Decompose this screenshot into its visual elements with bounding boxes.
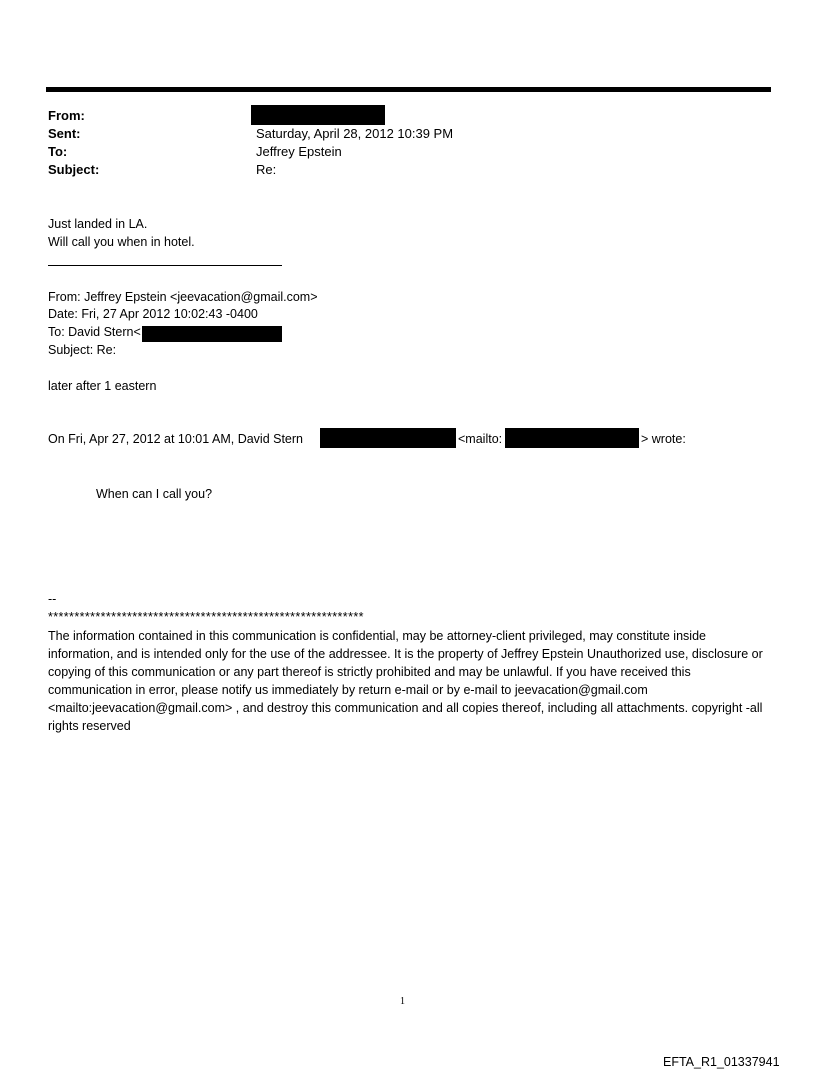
page-number: 1 [400, 996, 405, 1007]
attribution-mailto: <mailto: [458, 432, 503, 446]
confidentiality-disclaimer: The information contained in this communication is confidential, may be attorney-client privileged, may constitute inside information, and is intended only for the use of the addressee. It is the property of Jeffrey Epstein Unauthorized use, disclosure or copying of this communication or any part thereof is strictly prohibited and may be unlawful. If you have received this communication in error, please notify us immediately by return e-mail or by e-mail to jeevacation@gmail.com <mailto:jeevacation@gmail.com> , and destroy this communication and all copies thereof, including all attachments. copyright -all rights reserved [48, 629, 763, 734]
quoted-from: From: Jeffrey Epstein <jeevacation@gmail.com> [48, 290, 318, 304]
redacted-email-2 [505, 428, 639, 448]
body-line-2: Will call you when in hotel. [48, 235, 195, 249]
sent-label: Sent: [48, 126, 81, 141]
attribution-prefix: On Fri, Apr 27, 2012 at 10:01 AM, David Stern [48, 432, 303, 446]
to-label: To: [48, 144, 68, 159]
from-label: From: [48, 108, 85, 123]
attribution-suffix: > wrote: [641, 432, 686, 446]
redacted-recipient [142, 326, 282, 342]
signature-dashes: -- [48, 592, 57, 606]
quoted-to: To: David Stern< [48, 325, 141, 339]
signature-stars: ************************************************************ [48, 610, 364, 624]
quoted-subject: Subject: Re: [48, 343, 117, 357]
body-line-1: Just landed in LA. [48, 217, 148, 231]
quoted-date: Date: Fri, 27 Apr 2012 10:02:43 -0400 [48, 307, 258, 321]
subject-label: Subject: [48, 162, 100, 177]
sent-value: Saturday, April 28, 2012 10:39 PM [256, 126, 454, 141]
original-message: When can I call you? [96, 487, 213, 501]
subject-value: Re: [256, 162, 277, 177]
reply-separator [48, 265, 282, 266]
header-rule [46, 87, 771, 92]
redacted-sender [251, 105, 385, 125]
bates-number: EFTA_R1_01337941 [663, 1055, 780, 1069]
quoted-reply: later after 1 eastern [48, 379, 157, 393]
to-value: Jeffrey Epstein [256, 144, 342, 159]
redacted-email-1 [320, 428, 456, 448]
